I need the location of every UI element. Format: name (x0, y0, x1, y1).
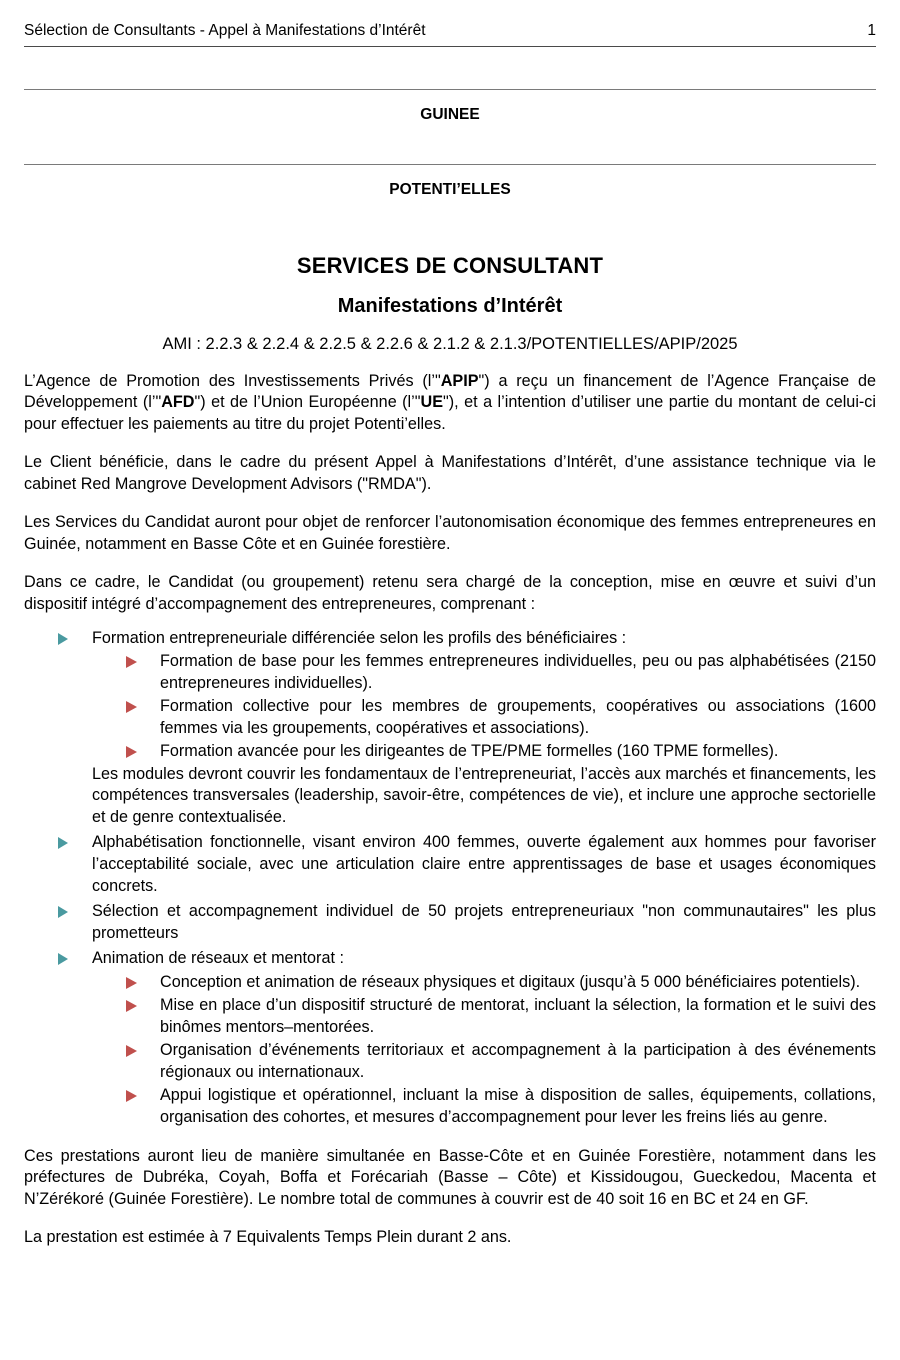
list-item (24, 1040, 876, 1083)
financing-text-3: ") et de l’Union Européenne (l’" (194, 393, 421, 412)
acronym-apip: APIP (440, 371, 479, 390)
triangle-right-icon (126, 977, 137, 989)
acronym-afd: AFD (161, 393, 195, 412)
paragraph-objet: Les Services du Candidat auront pour objet de renforcer l’autonomisation économique des femmes entrepreneures en Guinée, notamment en Basse Côte et en Guinée forestière. (24, 513, 876, 553)
financing-text-4: "), et a l’intention d’utiliser une partie du montant de celui-ci pour effectuer les paiements au titre du projet Potenti’elles. (24, 393, 876, 433)
triangle-right-icon (126, 701, 137, 713)
list-item (24, 1085, 876, 1128)
paragraph-assistance: Le Client bénéficie, dans le cadre du présent Appel à Manifestations d’Intérêt, d’une assistance technique via le cabinet Red Mangrove Development Advisors ("RMDA"). (24, 453, 876, 493)
running-header (24, 0, 876, 47)
program-heading: POTENTI’ELLES (389, 180, 511, 198)
list-item-label: Conception et animation de réseaux physiques et digitaux (jusqu’à 5 000 bénéficiaires potentiels). (160, 972, 861, 991)
formation-note: Les modules devront couvrir les fondamentaux de l’entrepreneuriat, l’accès aux marchés et financements, les compétences transversales (leadership, savoir-être, compétences de vie), et inclure une approche sectorielle et de genre contextualisée. (92, 764, 876, 826)
page-subtitle: Manifestations d’Intérêt (337, 294, 563, 317)
list-item (24, 741, 876, 763)
triangle-right-icon (126, 656, 137, 668)
financing-text-2: ") a reçu un financement de l’Agence Française de Développement (l’" (24, 371, 876, 412)
list-item-label: Appui logistique et opérationnel, incluant la mise à disposition de salles, équipements, collations, organisation des cohortes, et mesures d’accompagnement pour lever les freins liés au genre. (160, 1086, 876, 1126)
ami-reference: AMI : 2.2.3 & 2.2.4 & 2.2.5 & 2.2.6 & 2.1.2 & 2.1.3/POTENTIELLES/APIP/2025 (162, 334, 738, 353)
triangle-right-icon (126, 1090, 137, 1102)
triangle-right-icon (126, 746, 137, 758)
list-item-label: Alphabétisation fonctionnelle, visant environ 400 femmes, ouverte également aux hommes pour favoriser l’acceptabilité sociale, avec une articulation claire entre apprentissages de base et usages économiques concrets. (92, 833, 876, 895)
triangle-right-icon (58, 953, 68, 965)
list-item (24, 696, 876, 739)
list-item-label: Formation entrepreneuriale différenciée selon les profils des bénéficiaires : (92, 628, 627, 647)
triangle-right-icon (58, 633, 68, 645)
list-item-label: Animation de réseaux et mentorat : (92, 949, 344, 968)
list-item-selection (24, 901, 876, 944)
list-item-label: Formation collective pour les membres de groupements, coopératives ou associations (1600 femmes via les groupements, coopératives et associations). (160, 697, 876, 737)
list-item (24, 651, 876, 694)
list-item-formation (24, 628, 876, 650)
triangle-right-icon (126, 1045, 137, 1057)
list-item-label: Formation de base pour les femmes entrepreneures individuelles, peu ou pas alphabétisées (2150 entrepreneures individuelles). (160, 652, 876, 692)
list-item (24, 972, 876, 994)
country-heading: GUINEE (420, 105, 480, 123)
triangle-right-icon (126, 1000, 137, 1012)
triangle-right-icon (58, 837, 68, 849)
acronym-ue: UE (420, 393, 443, 412)
paragraph-duration: La prestation est estimée à 7 Equivalents Temps Plein durant 2 ans. (24, 1228, 512, 1247)
header-title: Sélection de Consultants - Appel à Manifestations d’Intérêt (24, 22, 426, 39)
paragraph-financing (24, 371, 876, 436)
paragraph-cadre: Dans ce cadre, le Candidat (ou groupement) retenu sera chargé de la conception, mise en œuvre et suivi d’un dispositif intégré d’accompagnement des entrepreneures, comprenant : (24, 573, 876, 613)
list-item-alphabetisation (24, 832, 876, 897)
list-item-label: Formation avancée pour les dirigeantes de TPE/PME formelles (160 TPME formelles). (160, 742, 779, 761)
paragraph-geography: Ces prestations auront lieu de manière simultanée en Basse-Côte et en Guinée Forestière, notamment dans les préfectures de Dubréka, Coyah, Boffa et Forécariah (Basse – Côte) et Kissidougou, Gueckedou, Macenta et N’Zérékoré (Guinée Forestière). Le nombre total de communes à couvrir est de 40 soit 16 en BC et 24 en GF. (24, 1146, 876, 1208)
page-number: 1 (867, 22, 876, 39)
list-item (24, 995, 876, 1038)
list-item-label: Organisation d’événements territoriaux et accompagnement à la participation à des événements régionaux ou internationaux. (160, 1041, 876, 1081)
financing-text-1: L’Agence de Promotion des Investissements Privés (l’" (24, 371, 441, 390)
list-item-label: Mise en place d’un dispositif structuré de mentorat, incluant la sélection, la formation et le suivi des binômes mentors–mentorées. (160, 996, 876, 1036)
list-item-animation (24, 948, 876, 970)
list-item-label: Sélection et accompagnement individuel de 50 projets entrepreneuriaux "non communautaires" les plus prometteurs (92, 902, 876, 942)
triangle-right-icon (58, 906, 68, 918)
page-title: SERVICES DE CONSULTANT (296, 252, 604, 278)
scope-bullet-list (24, 628, 876, 1129)
